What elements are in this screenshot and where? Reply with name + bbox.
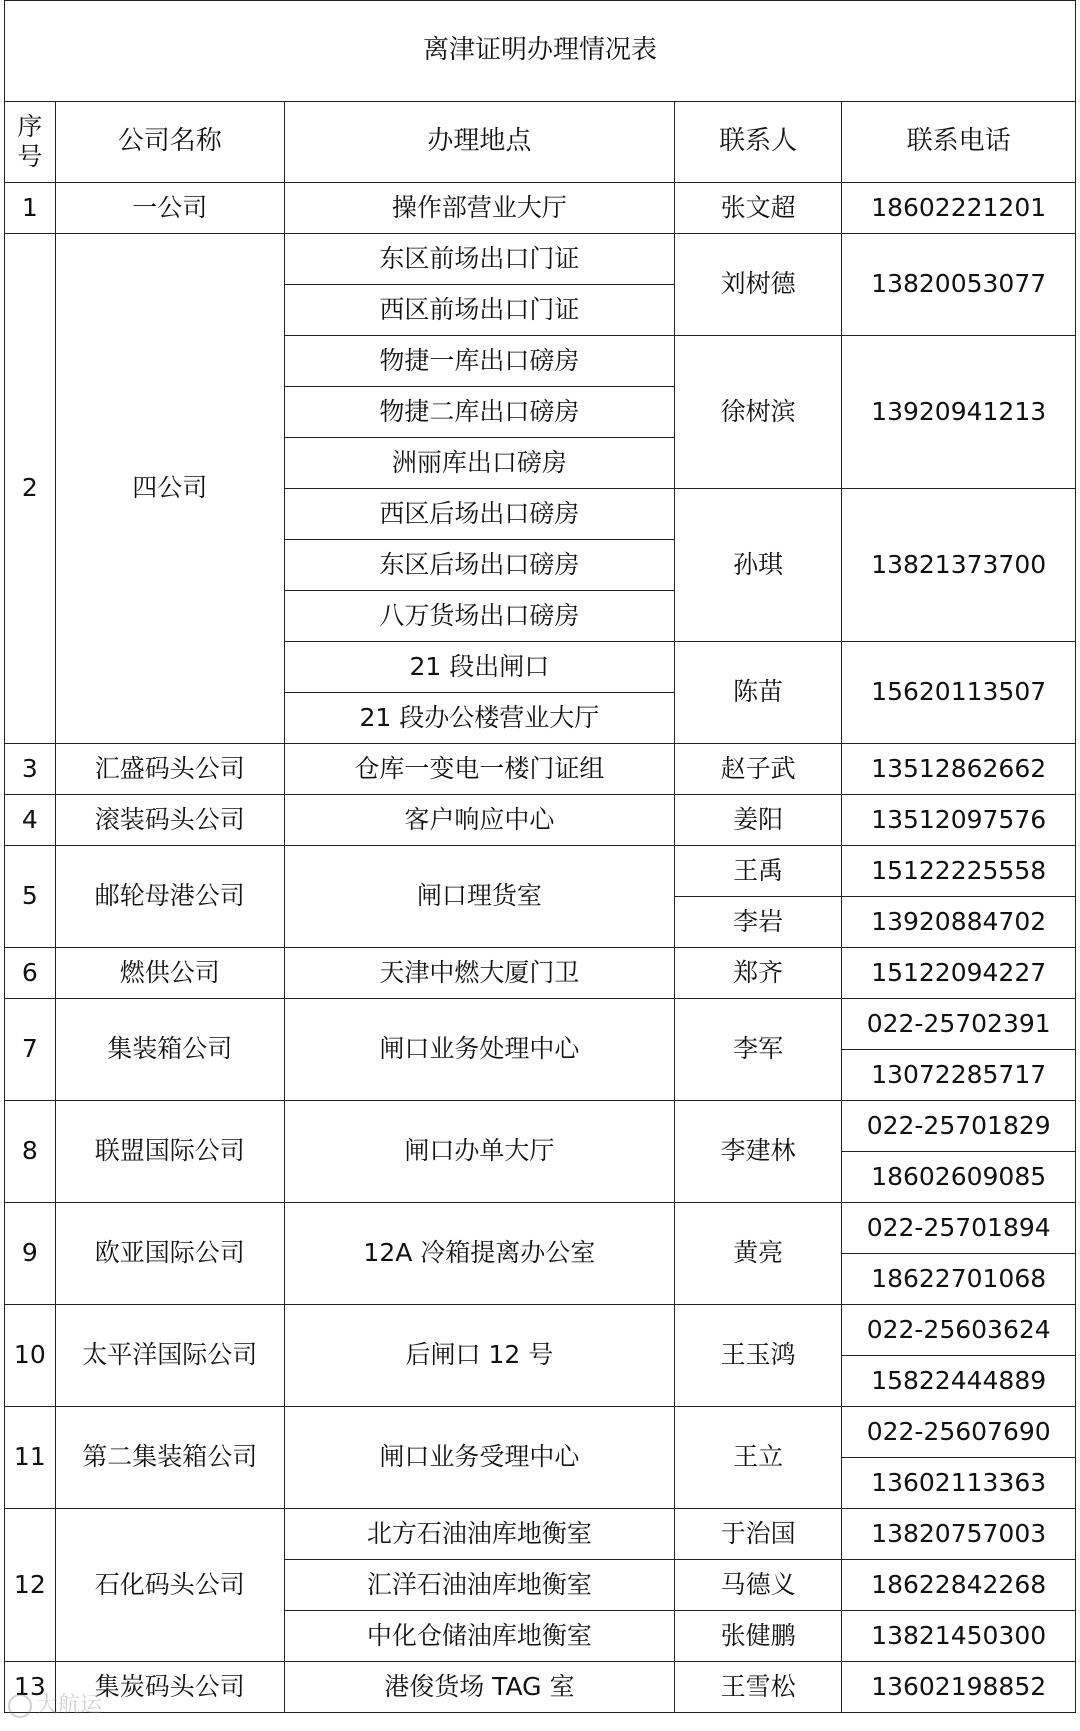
cell-seq: 7 xyxy=(5,999,56,1101)
table-row xyxy=(5,1509,1076,1560)
cell-contact: 郑齐 xyxy=(674,948,841,999)
cell-location: 中化仓储油库地衡室 xyxy=(284,1611,674,1662)
cell-contact: 刘树德 xyxy=(674,234,841,336)
cell-phone: 15822444889 xyxy=(842,1356,1076,1407)
cell-company: 第二集装箱公司 xyxy=(55,1407,284,1509)
cell-location: 仓库一变电一楼门证组 xyxy=(284,744,674,795)
cell-location: 天津中燃大厦门卫 xyxy=(284,948,674,999)
cell-location: 操作部营业大厅 xyxy=(284,183,674,234)
cell-contact: 王禹 xyxy=(674,846,841,897)
cell-phone: 13072285717 xyxy=(842,1050,1076,1101)
cell-contact: 王玉鸿 xyxy=(674,1305,841,1407)
cell-seq: 6 xyxy=(5,948,56,999)
cell-location: 闸口办单大厅 xyxy=(284,1101,674,1203)
cell-contact: 孙琪 xyxy=(674,489,841,642)
cell-seq: 1 xyxy=(5,183,56,234)
cell-phone: 13602198852 xyxy=(842,1662,1076,1713)
table-row xyxy=(5,183,1076,234)
table-row xyxy=(5,1101,1076,1152)
table-row xyxy=(5,234,1076,285)
cell-company: 四公司 xyxy=(55,234,284,744)
cell-location: 东区前场出口门证 xyxy=(284,234,674,285)
cell-seq: 13 xyxy=(5,1662,56,1713)
table-title: 离津证明办理情况表 xyxy=(5,1,1076,102)
cell-seq: 9 xyxy=(5,1203,56,1305)
cell-phone: 022-25603624 xyxy=(842,1305,1076,1356)
cell-location: 客户响应中心 xyxy=(284,795,674,846)
cell-location: 洲丽库出口磅房 xyxy=(284,438,674,489)
header-contact: 联系人 xyxy=(674,102,841,183)
table-row xyxy=(5,948,1076,999)
cell-seq: 3 xyxy=(5,744,56,795)
cell-phone: 022-25702391 xyxy=(842,999,1076,1050)
cell-phone: 13820053077 xyxy=(842,234,1076,336)
cell-phone: 022-25701894 xyxy=(842,1203,1076,1254)
cell-location: 汇洋石油油库地衡室 xyxy=(284,1560,674,1611)
cell-phone: 13512097576 xyxy=(842,795,1076,846)
header-seq: 序号 xyxy=(5,102,56,183)
table-row xyxy=(5,1662,1076,1713)
cell-contact: 王立 xyxy=(674,1407,841,1509)
cell-phone: 13821373700 xyxy=(842,489,1076,642)
cell-company: 太平洋国际公司 xyxy=(55,1305,284,1407)
cell-phone: 18622842268 xyxy=(842,1560,1076,1611)
cell-contact: 姜阳 xyxy=(674,795,841,846)
cell-seq: 5 xyxy=(5,846,56,948)
table-row xyxy=(5,846,1076,897)
cell-company: 联盟国际公司 xyxy=(55,1101,284,1203)
cell-phone: 18622701068 xyxy=(842,1254,1076,1305)
table-row xyxy=(5,1407,1076,1458)
cell-location: 东区后场出口磅房 xyxy=(284,540,674,591)
cell-contact: 马德义 xyxy=(674,1560,841,1611)
table-row xyxy=(5,1203,1076,1254)
cell-contact: 李军 xyxy=(674,999,841,1101)
cell-location: 后闸口 12 号 xyxy=(284,1305,674,1407)
cell-phone: 15620113507 xyxy=(842,642,1076,744)
cell-phone: 022-25701829 xyxy=(842,1101,1076,1152)
cell-contact: 王雪松 xyxy=(674,1662,841,1713)
cell-company: 集炭码头公司 xyxy=(55,1662,284,1713)
cell-location: 物捷一库出口磅房 xyxy=(284,336,674,387)
cell-phone: 13920884702 xyxy=(842,897,1076,948)
cell-company: 汇盛码头公司 xyxy=(55,744,284,795)
cell-phone: 18602609085 xyxy=(842,1152,1076,1203)
form-sheet xyxy=(4,0,1076,1713)
cell-location: 闸口理货室 xyxy=(284,846,674,948)
cell-location: 港俊货场 TAG 室 xyxy=(284,1662,674,1713)
header-phone: 联系电话 xyxy=(842,102,1076,183)
cell-phone: 13920941213 xyxy=(842,336,1076,489)
cell-location: 北方石油油库地衡室 xyxy=(284,1509,674,1560)
watermark-text: 大航运 xyxy=(36,1693,103,1718)
cell-location: 闸口业务受理中心 xyxy=(284,1407,674,1509)
title-row xyxy=(5,1,1076,102)
cell-contact: 黄亮 xyxy=(674,1203,841,1305)
cell-location: 闸口业务处理中心 xyxy=(284,999,674,1101)
cell-seq: 2 xyxy=(5,234,56,744)
cell-location: 西区后场出口磅房 xyxy=(284,489,674,540)
cell-location: 21 段出闸口 xyxy=(284,642,674,693)
cell-contact: 赵子武 xyxy=(674,744,841,795)
cell-company: 燃供公司 xyxy=(55,948,284,999)
header-row xyxy=(5,102,1076,183)
cell-contact: 张文超 xyxy=(674,183,841,234)
cell-company: 邮轮母港公司 xyxy=(55,846,284,948)
cell-company: 滚装码头公司 xyxy=(55,795,284,846)
table-row xyxy=(5,795,1076,846)
cell-contact: 于治国 xyxy=(674,1509,841,1560)
table-row xyxy=(5,999,1076,1050)
cell-location: 21 段办公楼营业大厅 xyxy=(284,693,674,744)
cell-phone: 18602221201 xyxy=(842,183,1076,234)
cell-phone: 15122094227 xyxy=(842,948,1076,999)
cell-seq: 11 xyxy=(5,1407,56,1509)
cell-contact: 李岩 xyxy=(674,897,841,948)
table-row xyxy=(5,744,1076,795)
cell-company: 一公司 xyxy=(55,183,284,234)
cell-phone: 13602113363 xyxy=(842,1458,1076,1509)
cell-seq: 12 xyxy=(5,1509,56,1662)
cell-contact: 张健鹏 xyxy=(674,1611,841,1662)
cell-location: 西区前场出口门证 xyxy=(284,285,674,336)
cell-seq: 4 xyxy=(5,795,56,846)
cell-location: 物捷二库出口磅房 xyxy=(284,387,674,438)
header-company: 公司名称 xyxy=(55,102,284,183)
cell-contact: 李建林 xyxy=(674,1101,841,1203)
cell-phone: 15122225558 xyxy=(842,846,1076,897)
table-row xyxy=(5,1305,1076,1356)
cell-location: 八万货场出口磅房 xyxy=(284,591,674,642)
cell-phone: 13512862662 xyxy=(842,744,1076,795)
cell-contact: 徐树滨 xyxy=(674,336,841,489)
cell-company: 石化码头公司 xyxy=(55,1509,284,1662)
header-location: 办理地点 xyxy=(284,102,674,183)
cell-company: 集装箱公司 xyxy=(55,999,284,1101)
cell-phone: 13821450300 xyxy=(842,1611,1076,1662)
cell-seq: 10 xyxy=(5,1305,56,1407)
cell-company: 欧亚国际公司 xyxy=(55,1203,284,1305)
cell-phone: 022-25607690 xyxy=(842,1407,1076,1458)
cell-location: 12A 冷箱提离办公室 xyxy=(284,1203,674,1305)
cell-contact: 陈苗 xyxy=(674,642,841,744)
certificate-table xyxy=(4,0,1076,1713)
cell-phone: 13820757003 xyxy=(842,1509,1076,1560)
cell-seq: 8 xyxy=(5,1101,56,1203)
